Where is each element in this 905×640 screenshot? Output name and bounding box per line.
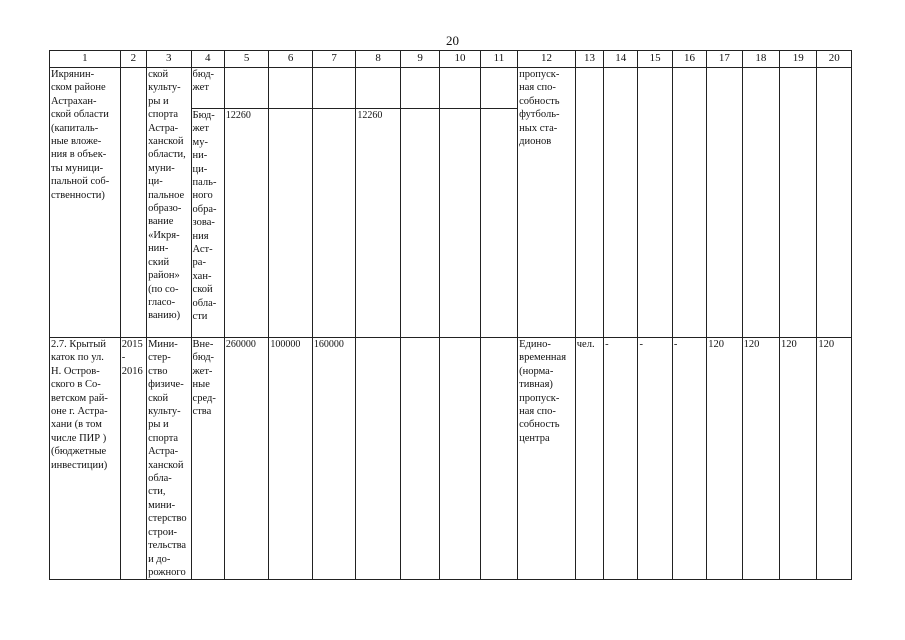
table-row <box>50 68 852 109</box>
indicator-value-cell: 120 <box>742 338 779 580</box>
indicator-value-cell: - <box>672 338 706 580</box>
object-name-cell: 2.7. Крытый каток по ул. Н. Остров- ского в Со- ветском рай- оне г. Астра- хани (в том числе ПИР ) (бюджетные инвестиции) <box>50 338 121 580</box>
funding-source-cell: Бюд- жет му- ни- ци- паль- ного обра- зова- ния Аст- ра- хан- ской обла- сти <box>191 109 224 338</box>
col-header-11: 11 <box>480 51 517 68</box>
table-cell <box>400 68 439 109</box>
funding-source-cell: бюд- жет <box>191 68 224 109</box>
col-header-3: 3 <box>147 51 191 68</box>
table-cell <box>224 68 268 109</box>
col-header-6: 6 <box>269 51 312 68</box>
column-number-row <box>50 51 852 68</box>
table-cell <box>638 68 672 338</box>
period-cell: 2015 - 2016 <box>120 338 146 580</box>
table-cell <box>480 338 517 580</box>
table-cell <box>672 68 706 338</box>
table-cell <box>707 68 742 338</box>
total-amount-cell: 260000 <box>224 338 268 580</box>
table-cell <box>356 338 400 580</box>
col-header-8: 8 <box>356 51 400 68</box>
table-cell <box>817 68 852 338</box>
col-header-18: 18 <box>742 51 779 68</box>
amount-cell: 160000 <box>312 338 355 580</box>
indicator-name-cell: Едино- временная (норма- тивная) пропуск- ная спо- собность центра <box>518 338 576 580</box>
table-cell <box>440 338 480 580</box>
executor-cell: Мини- стер- ство физиче- ской культу- ры и спорта Астра- ханской обла- сти, мини- стерство строи- тельства и до- рожного <box>147 338 191 580</box>
col-header-10: 10 <box>440 51 480 68</box>
col-header-16: 16 <box>672 51 706 68</box>
table-cell <box>440 68 480 109</box>
table-cell <box>400 109 439 338</box>
table-cell <box>269 109 312 338</box>
col-header-14: 14 <box>604 51 638 68</box>
indicator-name-cell: пропуск- ная спо- собность футболь- ных ста- дионов <box>518 68 576 338</box>
table-cell <box>480 68 517 109</box>
table-cell <box>356 68 400 109</box>
total-amount-cell: 12260 <box>224 109 268 338</box>
page-number: 20 <box>446 33 459 48</box>
period-cell <box>120 68 146 338</box>
col-header-20: 20 <box>817 51 852 68</box>
col-header-1: 1 <box>50 51 121 68</box>
table-cell <box>742 68 779 338</box>
col-header-5: 5 <box>224 51 268 68</box>
table-cell <box>312 68 355 109</box>
table-row <box>50 338 852 580</box>
table-cell <box>780 68 817 338</box>
table-cell <box>312 109 355 338</box>
indicator-value-cell: - <box>638 338 672 580</box>
object-name-cell: Икрянин- ском районе Астрахан- ской области (капиталь- ные вложе- ния в объек- ты муници- пальной соб- ственности) <box>50 68 121 338</box>
table-cell <box>575 68 603 338</box>
indicator-value-cell: 120 <box>707 338 742 580</box>
executor-cell: ской культу- ры и спорта Астра- ханской области, муни- ци- пальное образо- вание «Икря- нин- ский район» (по со- гласо- ванию) <box>147 68 191 338</box>
col-header-12: 12 <box>518 51 576 68</box>
table-cell <box>440 109 480 338</box>
table-cell <box>480 109 517 338</box>
col-header-15: 15 <box>638 51 672 68</box>
indicator-value-cell: - <box>604 338 638 580</box>
indicator-value-cell: 120 <box>817 338 852 580</box>
col-header-19: 19 <box>780 51 817 68</box>
col-header-4: 4 <box>191 51 224 68</box>
funding-source-cell: Вне- бюд- жет- ные сред- ства <box>191 338 224 580</box>
unit-cell: чел. <box>575 338 603 580</box>
col-header-9: 9 <box>400 51 439 68</box>
col-header-2: 2 <box>120 51 146 68</box>
budget-table <box>49 50 852 580</box>
table-cell <box>604 68 638 338</box>
amount-cell: 12260 <box>356 109 400 338</box>
table-cell <box>400 338 439 580</box>
col-header-17: 17 <box>707 51 742 68</box>
col-header-13: 13 <box>575 51 603 68</box>
indicator-value-cell: 120 <box>780 338 817 580</box>
col-header-7: 7 <box>312 51 355 68</box>
table-cell <box>269 68 312 109</box>
amount-cell: 100000 <box>269 338 312 580</box>
